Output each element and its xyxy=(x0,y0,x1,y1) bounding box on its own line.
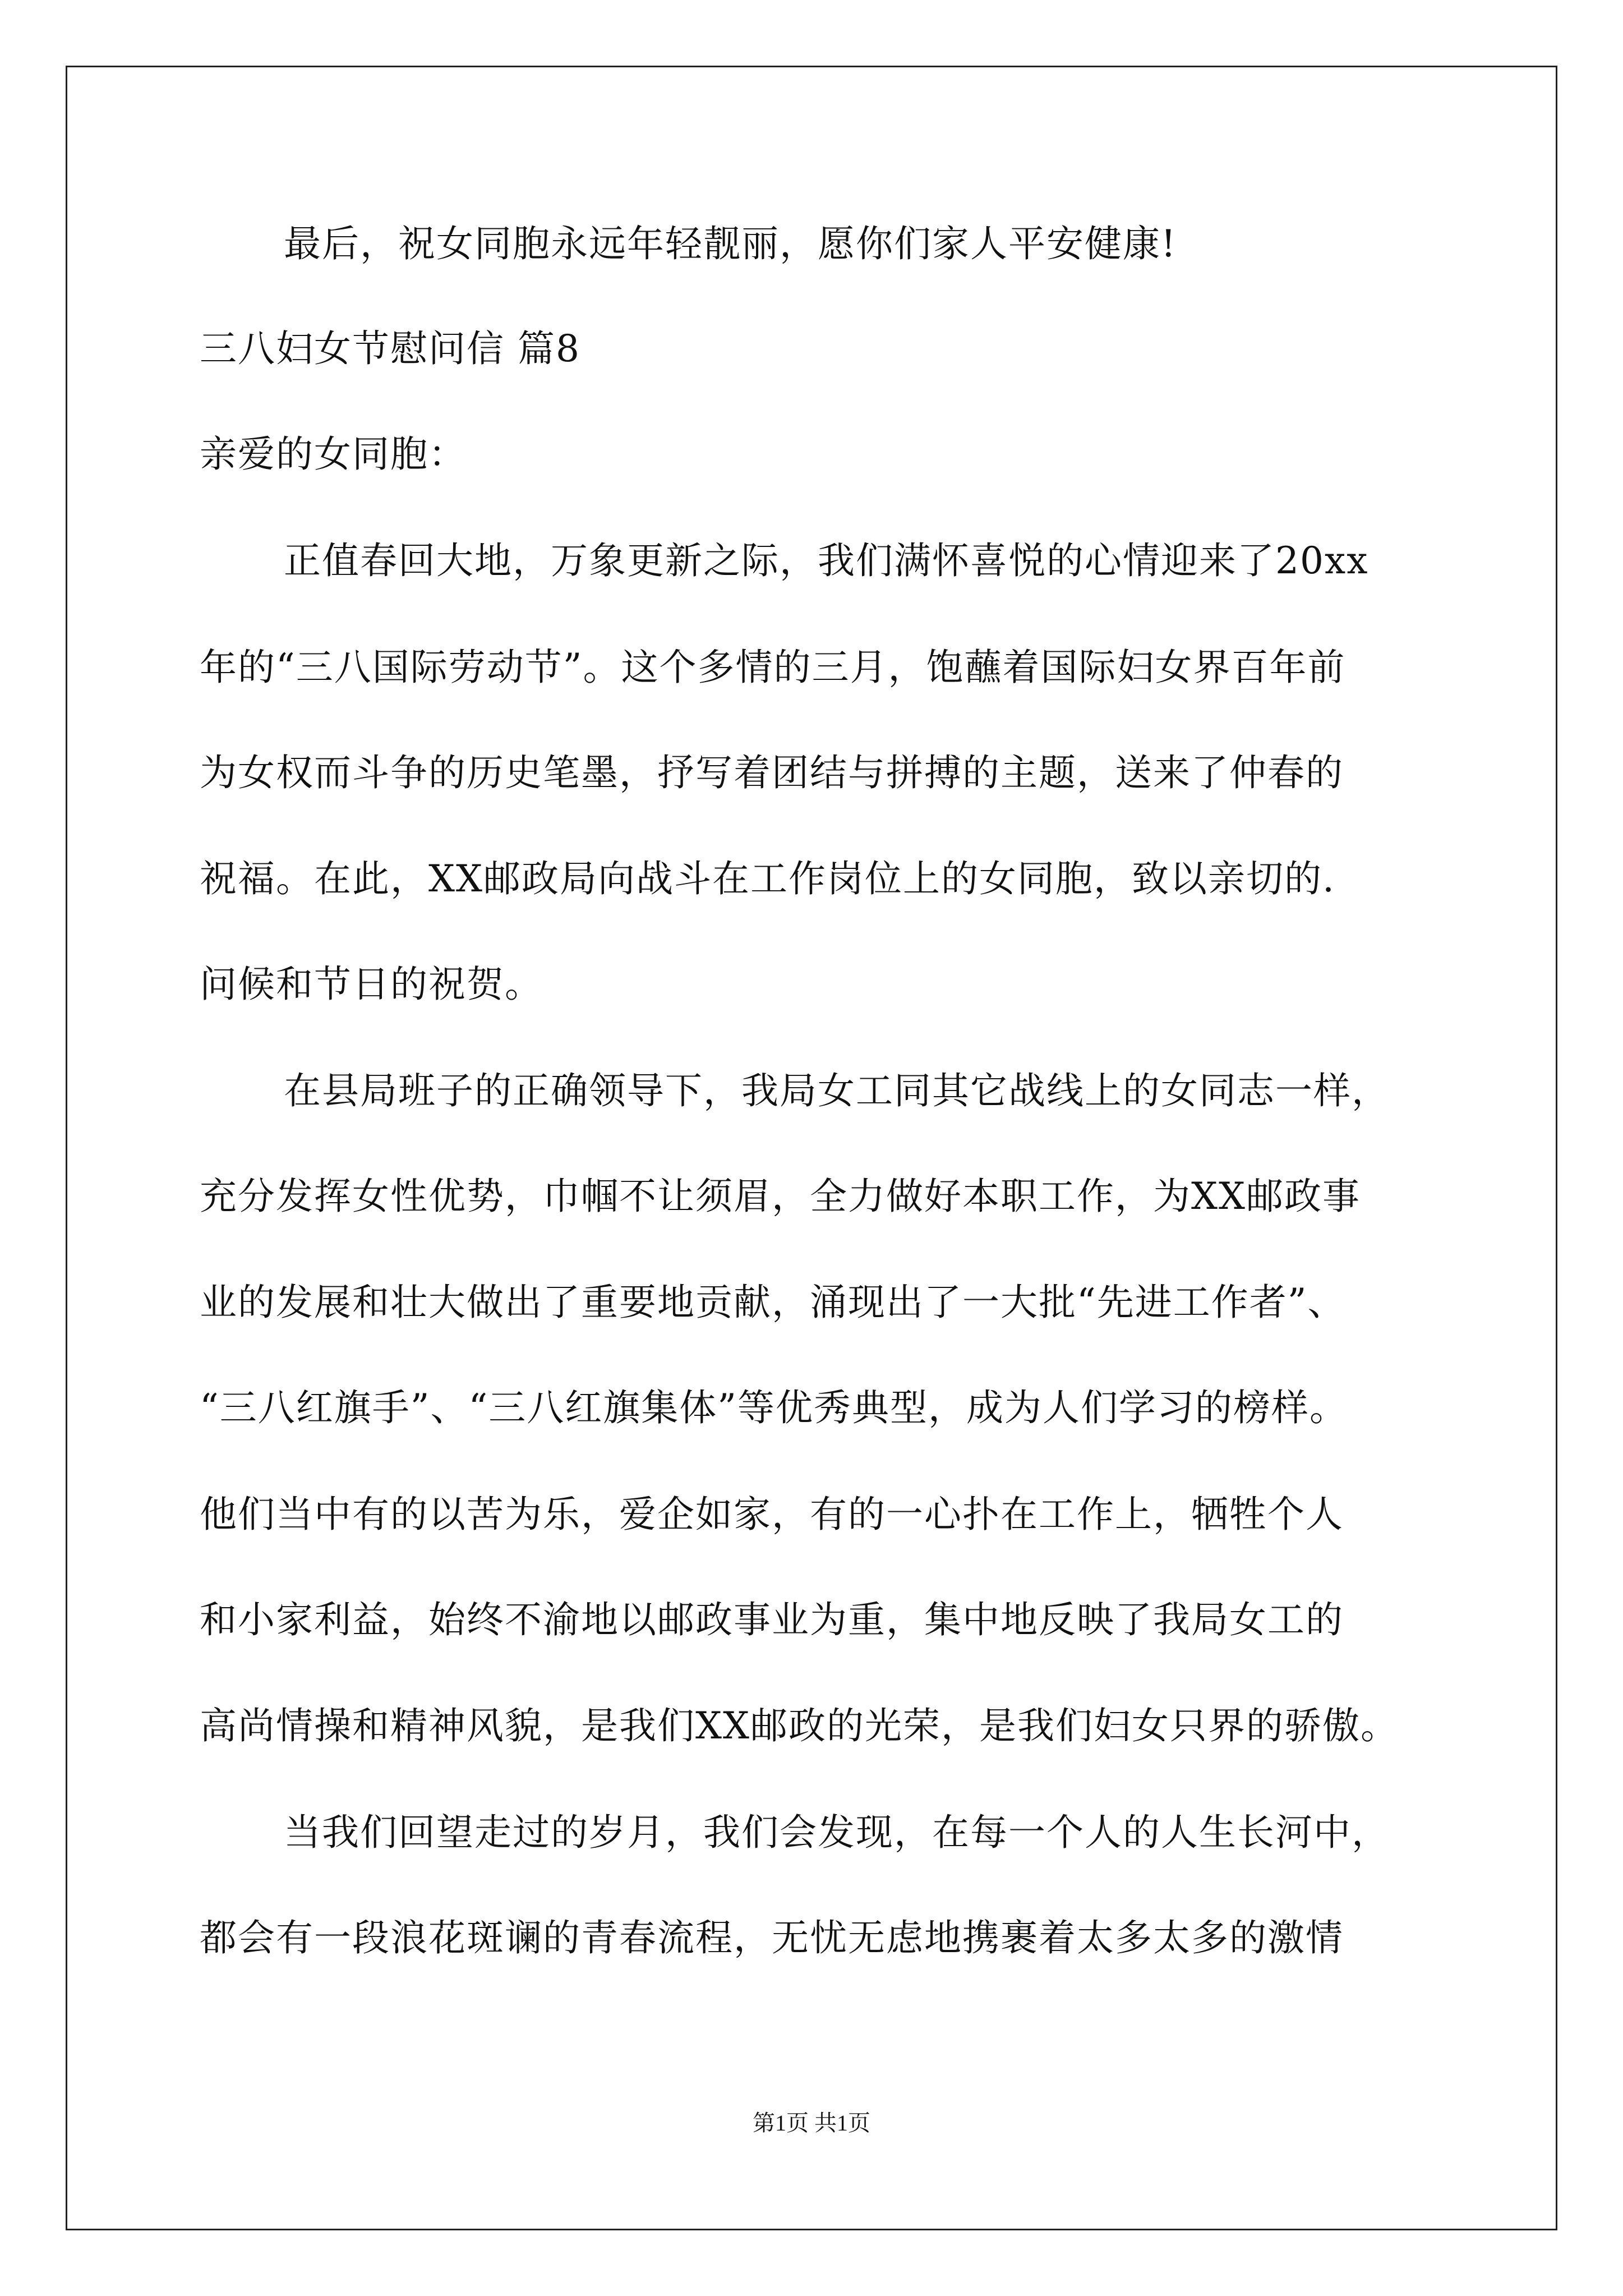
section-heading: 三八妇女节慰问信 篇8 xyxy=(200,327,580,370)
paragraph-2-line-6: 和小家利益，始终不渝地以邮政事业为重，集中地反映了我局女工的 xyxy=(200,1598,1344,1641)
paragraph-2-line-7: 高尚情操和精神风貌，是我们XX邮政的光荣，是我们妇女只界的骄傲。 xyxy=(200,1704,1399,1747)
paragraph-2-line-2: 充分发挥女性优势，巾帼不让须眉，全力做好本职工作，为XX邮政事 xyxy=(200,1175,1361,1218)
page-border xyxy=(66,66,1557,2230)
paragraph-1-line-1: 正值春回大地，万象更新之际，我们满怀喜悦的心情迎来了20xx xyxy=(284,539,1369,582)
paragraph-2-line-1: 在县局班子的正确领导下，我局女工同其它战线上的女同志一样， xyxy=(284,1069,1390,1112)
closing-wish-line: 最后，祝女同胞永远年轻靓丽，愿你们家人平安健康! xyxy=(284,222,1177,265)
paragraph-2-line-4: “三八红旗手”、“三八红旗集体”等优秀典型，成为人们学习的榜样。 xyxy=(200,1386,1348,1429)
paragraph-1-line-3: 为女权而斗争的历史笔墨，抒写着团结与拼搏的主题，送来了仲春的 xyxy=(200,751,1344,794)
paragraph-1-line-5: 问候和节日的祝贺。 xyxy=(200,963,543,1006)
paragraph-1-line-2: 年的“三八国际劳动节”。这个多情的三月，饱蘸着国际妇女界百年前 xyxy=(200,646,1346,689)
paragraph-1-line-4: 祝福。在此，XX邮政局向战斗在工作岗位上的女同胞，致以亲切的. xyxy=(200,857,1335,900)
page-number-footer: 第1页 共1页 xyxy=(753,2110,870,2136)
paragraph-3-line-2: 都会有一段浪花斑谰的青春流程，无忧无虑地携裹着太多太多的激情 xyxy=(200,1916,1344,1959)
paragraph-3-line-1: 当我们回望走过的岁月，我们会发现，在每一个人的人生长河中， xyxy=(284,1811,1390,1854)
paragraph-2-line-5: 他们当中有的以苦为乐，爱企如家，有的一心扑在工作上，牺牲个人 xyxy=(200,1493,1344,1536)
paragraph-2-line-3: 业的发展和壮大做出了重要地贡献，涌现出了一大批“先进工作者”、 xyxy=(200,1281,1346,1324)
salutation: 亲爱的女同胞： xyxy=(200,432,467,476)
